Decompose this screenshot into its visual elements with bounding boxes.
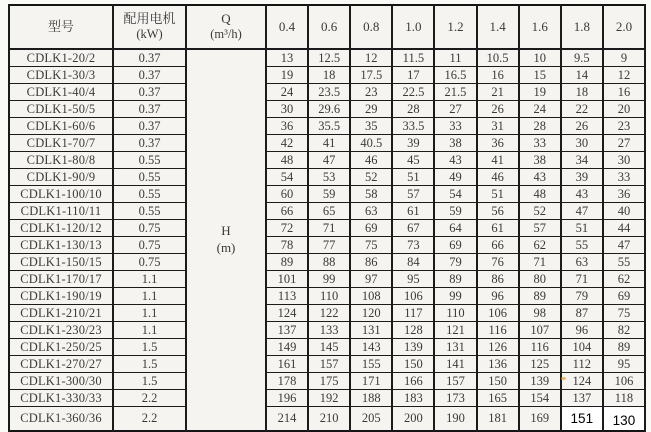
col-header-flow-value: 0.6 — [308, 5, 350, 49]
head-value-cell: 31 — [477, 118, 519, 135]
head-value-cell: 33 — [434, 118, 476, 135]
kw-cell: 1.1 — [113, 322, 186, 339]
head-value-cell: 166 — [392, 373, 434, 390]
head-value-cell: 23 — [350, 84, 392, 101]
head-value-cell: 137 — [561, 390, 603, 407]
table-body — [9, 49, 645, 431]
kw-cell: 0.75 — [113, 237, 186, 254]
head-value-cell: 79 — [434, 254, 476, 271]
table-row — [9, 203, 645, 220]
head-value-cell: 28 — [392, 101, 434, 118]
head-value-cell: 113 — [266, 288, 308, 305]
kw-cell: 1.1 — [113, 288, 186, 305]
table-row — [9, 407, 645, 432]
head-value-cell: 39 — [561, 169, 603, 186]
head-value-cell: 14 — [561, 67, 603, 84]
table-row — [9, 305, 645, 322]
head-value-cell: 67 — [392, 220, 434, 237]
head-value-cell: 89 — [603, 339, 645, 356]
head-value-cell: 42 — [266, 135, 308, 152]
head-value-cell: 48 — [519, 186, 561, 203]
head-value-cell: 89 — [266, 254, 308, 271]
head-value-cell: 120 — [350, 305, 392, 322]
head-value-cell: 43 — [519, 169, 561, 186]
head-value-cell: 47 — [308, 152, 350, 169]
head-value-cell: 125 — [519, 356, 561, 373]
head-value-cell: 27 — [434, 101, 476, 118]
model-cell: CDLK1-90/9 — [9, 169, 113, 186]
head-value-cell: 106 — [477, 305, 519, 322]
head-value-cell: 139 — [392, 339, 434, 356]
head-value-cell: 61 — [392, 203, 434, 220]
pump-spec-table — [8, 4, 646, 432]
head-value-cell: 136 — [477, 356, 519, 373]
head-value-cell: 63 — [561, 254, 603, 271]
kw-cell: 0.55 — [113, 186, 186, 203]
head-value-cell: 116 — [477, 322, 519, 339]
head-value-cell: 107 — [519, 322, 561, 339]
model-cell: CDLK1-50/5 — [9, 101, 113, 118]
head-value-cell: 84 — [392, 254, 434, 271]
model-cell: CDLK1-230/23 — [9, 322, 113, 339]
head-value-cell: 43 — [561, 186, 603, 203]
head-value-cell: 36 — [603, 186, 645, 203]
table-row — [9, 152, 645, 169]
table-row — [9, 220, 645, 237]
head-value-cell: 62 — [519, 237, 561, 254]
kw-cell: 0.55 — [113, 169, 186, 186]
head-value-cell: 200 — [392, 407, 434, 432]
kw-cell: 0.37 — [113, 84, 186, 101]
head-value-cell: 154 — [519, 390, 561, 407]
kw-cell: 1.1 — [113, 305, 186, 322]
col-header-flow — [186, 5, 266, 49]
head-value-cell: 23.5 — [308, 84, 350, 101]
head-value-cell: 87 — [561, 305, 603, 322]
head-value-cell: 149 — [266, 339, 308, 356]
head-value-cell: 157 — [434, 373, 476, 390]
head-value-cell: 10 — [519, 49, 561, 67]
head-value-cell: 69 — [350, 220, 392, 237]
head-value-cell: 96 — [477, 288, 519, 305]
head-value-cell: 30 — [603, 152, 645, 169]
head-value-cell: 150 — [392, 356, 434, 373]
head-value-cell: 51 — [392, 169, 434, 186]
head-value-cell: 190 — [434, 407, 476, 432]
table-row — [9, 322, 645, 339]
table-row — [9, 339, 645, 356]
head-value-cell: 131 — [434, 339, 476, 356]
head-value-cell: 11.5 — [392, 49, 434, 67]
head-value-cell: 55 — [603, 254, 645, 271]
head-value-cell: 188 — [350, 390, 392, 407]
head-value-cell: 89 — [519, 288, 561, 305]
col-header-flow-value: 0.8 — [350, 5, 392, 49]
kw-cell: 1.1 — [113, 271, 186, 288]
head-value-cell: 57 — [519, 220, 561, 237]
head-value-cell: 59 — [308, 186, 350, 203]
head-value-cell: 181 — [477, 407, 519, 432]
model-cell: CDLK1-110/11 — [9, 203, 113, 220]
head-value-cell: 35 — [350, 118, 392, 135]
head-value-cell: 29.6 — [308, 101, 350, 118]
head-value-cell: 19 — [519, 84, 561, 101]
kw-cell: 1.5 — [113, 339, 186, 356]
head-value-cell: 139 — [519, 373, 561, 390]
head-value-cell: 56 — [477, 203, 519, 220]
head-value-cell: 66 — [477, 237, 519, 254]
head-value-cell: 75 — [350, 237, 392, 254]
head-value-cell: 78 — [266, 237, 308, 254]
col-header-motor-line1: 配用电机 — [123, 11, 176, 27]
kw-cell: 0.37 — [113, 49, 186, 67]
head-value-cell: 69 — [434, 237, 476, 254]
head-value-cell: 71 — [308, 220, 350, 237]
head-value-cell: 40 — [603, 203, 645, 220]
head-value-cell: 34 — [561, 152, 603, 169]
head-value-cell: 79 — [561, 288, 603, 305]
col-header-flow-value: 0.4 — [266, 5, 308, 49]
table-row — [9, 84, 645, 101]
head-value-cell: 80 — [519, 271, 561, 288]
head-value-cell: 23 — [603, 118, 645, 135]
head-value-cell: 22.5 — [392, 84, 434, 101]
head-value-cell: 27 — [603, 135, 645, 152]
model-cell: CDLK1-100/10 — [9, 186, 113, 203]
head-value-cell: 35.5 — [308, 118, 350, 135]
head-value-cell: 19 — [266, 67, 308, 84]
head-value-cell: 43 — [434, 152, 476, 169]
kw-cell: 0.75 — [113, 254, 186, 271]
head-value-cell: 24 — [266, 84, 308, 101]
table-header — [9, 5, 645, 49]
model-cell: CDLK1-30/3 — [9, 67, 113, 84]
head-value-cell: 86 — [477, 271, 519, 288]
scan-artifact — [561, 377, 566, 380]
head-value-cell: 52 — [519, 203, 561, 220]
head-value-cell: 30 — [266, 101, 308, 118]
head-value-cell: 53 — [308, 169, 350, 186]
head-value-cell: 11 — [434, 49, 476, 67]
head-value-cell: 15 — [519, 67, 561, 84]
kw-cell: 0.37 — [113, 135, 186, 152]
head-value-cell: 38 — [434, 135, 476, 152]
head-value-cell: 28 — [519, 118, 561, 135]
head-value-cell: 33.5 — [392, 118, 434, 135]
head-value-cell: 130 — [603, 407, 645, 432]
head-value-cell: 26 — [477, 101, 519, 118]
head-value-cell: 62 — [603, 271, 645, 288]
head-value-cell: 9 — [603, 49, 645, 67]
head-value-cell: 26 — [561, 118, 603, 135]
head-value-cell: 33 — [519, 135, 561, 152]
header-row — [9, 5, 645, 49]
head-value-cell: 99 — [434, 288, 476, 305]
head-value-cell: 21.5 — [434, 84, 476, 101]
col-header-flow-line2: (m³/h) — [210, 27, 242, 42]
head-value-cell: 95 — [603, 356, 645, 373]
head-value-cell: 128 — [392, 322, 434, 339]
table-row — [9, 101, 645, 118]
head-value-cell: 12 — [350, 49, 392, 67]
model-cell: CDLK1-190/19 — [9, 288, 113, 305]
head-value-cell: 18 — [561, 84, 603, 101]
head-value-cell: 124 — [561, 373, 603, 390]
head-value-cell: 40.5 — [350, 135, 392, 152]
head-value-cell: 173 — [434, 390, 476, 407]
head-value-cell: 165 — [477, 390, 519, 407]
head-value-cell: 20 — [603, 101, 645, 118]
col-header-flow-value: 1.2 — [434, 5, 476, 49]
head-value-cell: 48 — [266, 152, 308, 169]
kw-cell: 2.2 — [113, 390, 186, 407]
head-value-cell: 151 — [561, 407, 603, 432]
model-cell: CDLK1-120/12 — [9, 220, 113, 237]
head-value-cell: 137 — [266, 322, 308, 339]
head-value-cell: 61 — [477, 220, 519, 237]
kw-cell: 0.37 — [113, 118, 186, 135]
table-row — [9, 135, 645, 152]
head-value-cell: 96 — [561, 322, 603, 339]
head-unit-cell — [186, 49, 266, 431]
model-cell: CDLK1-70/7 — [9, 135, 113, 152]
head-value-cell: 122 — [308, 305, 350, 322]
head-value-cell: 49 — [434, 169, 476, 186]
head-value-cell: 36 — [266, 118, 308, 135]
table-row — [9, 49, 645, 67]
head-value-cell: 16.5 — [434, 67, 476, 84]
head-unit-line1: H — [221, 223, 231, 239]
head-value-cell: 12 — [603, 67, 645, 84]
head-value-cell: 157 — [308, 356, 350, 373]
model-cell: CDLK1-250/25 — [9, 339, 113, 356]
head-value-cell: 24 — [519, 101, 561, 118]
head-unit-line2: (m) — [216, 240, 236, 255]
head-value-cell: 99 — [308, 271, 350, 288]
head-value-cell: 54 — [266, 169, 308, 186]
head-value-cell: 108 — [350, 288, 392, 305]
head-value-cell: 47 — [561, 203, 603, 220]
model-cell: CDLK1-20/2 — [9, 49, 113, 67]
head-value-cell: 110 — [434, 305, 476, 322]
head-value-cell: 150 — [477, 373, 519, 390]
head-value-cell: 196 — [266, 390, 308, 407]
col-header-flow-value: 1.4 — [477, 5, 519, 49]
head-value-cell: 192 — [308, 390, 350, 407]
head-value-cell: 210 — [308, 407, 350, 432]
head-value-cell: 155 — [350, 356, 392, 373]
model-cell: CDLK1-80/8 — [9, 152, 113, 169]
head-value-cell: 46 — [477, 169, 519, 186]
model-cell: CDLK1-270/27 — [9, 356, 113, 373]
table-row — [9, 169, 645, 186]
head-value-cell: 141 — [434, 356, 476, 373]
head-value-cell: 97 — [350, 271, 392, 288]
head-value-cell: 205 — [350, 407, 392, 432]
model-cell: CDLK1-150/15 — [9, 254, 113, 271]
head-value-cell: 116 — [519, 339, 561, 356]
head-value-cell: 89 — [434, 271, 476, 288]
head-value-cell: 88 — [308, 254, 350, 271]
table-row — [9, 390, 645, 407]
head-value-cell: 101 — [266, 271, 308, 288]
head-value-cell: 117 — [392, 305, 434, 322]
model-cell: CDLK1-360/36 — [9, 407, 113, 432]
model-cell: CDLK1-330/33 — [9, 390, 113, 407]
head-value-cell: 106 — [603, 373, 645, 390]
head-value-cell: 54 — [434, 186, 476, 203]
model-cell: CDLK1-40/4 — [9, 84, 113, 101]
head-value-cell: 51 — [561, 220, 603, 237]
head-value-cell: 46 — [350, 152, 392, 169]
head-value-cell: 33 — [603, 169, 645, 186]
table-row — [9, 373, 645, 390]
head-value-cell: 16 — [603, 84, 645, 101]
head-value-cell: 72 — [266, 220, 308, 237]
head-value-cell: 21 — [477, 84, 519, 101]
head-value-cell: 9.5 — [561, 49, 603, 67]
head-value-cell: 45 — [392, 152, 434, 169]
col-header-motor — [113, 5, 186, 49]
table-row — [9, 271, 645, 288]
head-value-cell: 77 — [308, 237, 350, 254]
head-value-cell: 16 — [477, 67, 519, 84]
head-value-cell: 60 — [266, 186, 308, 203]
head-value-cell: 17.5 — [350, 67, 392, 84]
head-value-cell: 29 — [350, 101, 392, 118]
head-value-cell: 13 — [266, 49, 308, 67]
head-value-cell: 118 — [603, 390, 645, 407]
head-value-cell: 98 — [519, 305, 561, 322]
head-value-cell: 51 — [477, 186, 519, 203]
head-value-cell: 10.5 — [477, 49, 519, 67]
head-value-cell: 133 — [308, 322, 350, 339]
head-value-cell: 121 — [434, 322, 476, 339]
head-value-cell: 38 — [519, 152, 561, 169]
head-value-cell: 63 — [350, 203, 392, 220]
head-value-cell: 52 — [350, 169, 392, 186]
col-header-motor-line2: (kW) — [136, 27, 163, 42]
head-value-cell: 55 — [561, 237, 603, 254]
head-value-cell: 169 — [519, 407, 561, 432]
head-value-cell: 183 — [392, 390, 434, 407]
table-row — [9, 67, 645, 84]
table-row — [9, 254, 645, 271]
head-value-cell: 82 — [603, 322, 645, 339]
head-value-cell: 131 — [350, 322, 392, 339]
head-value-cell: 66 — [266, 203, 308, 220]
kw-cell: 1.5 — [113, 356, 186, 373]
head-value-cell: 75 — [603, 305, 645, 322]
model-cell: CDLK1-210/21 — [9, 305, 113, 322]
head-value-cell: 22 — [561, 101, 603, 118]
head-value-cell: 104 — [561, 339, 603, 356]
head-value-cell: 145 — [308, 339, 350, 356]
table-row — [9, 118, 645, 135]
head-value-cell: 18 — [308, 67, 350, 84]
kw-cell: 0.37 — [113, 67, 186, 84]
head-value-cell: 59 — [434, 203, 476, 220]
head-value-cell: 124 — [266, 305, 308, 322]
head-value-cell: 47 — [603, 237, 645, 254]
table-row — [9, 288, 645, 305]
col-header-flow-value: 1.0 — [392, 5, 434, 49]
head-value-cell: 73 — [392, 237, 434, 254]
col-header-flow-value: 1.6 — [519, 5, 561, 49]
col-header-flow-value: 1.8 — [561, 5, 603, 49]
kw-cell: 1.5 — [113, 373, 186, 390]
table-row — [9, 237, 645, 254]
col-header-model: 型号 — [9, 5, 113, 49]
head-value-cell: 64 — [434, 220, 476, 237]
head-value-cell: 57 — [392, 186, 434, 203]
head-value-cell: 17 — [392, 67, 434, 84]
kw-cell: 0.55 — [113, 203, 186, 220]
head-value-cell: 41 — [308, 135, 350, 152]
model-cell: CDLK1-170/17 — [9, 271, 113, 288]
model-cell: CDLK1-130/13 — [9, 237, 113, 254]
head-value-cell: 30 — [561, 135, 603, 152]
col-header-flow-value: 2.0 — [603, 5, 645, 49]
head-value-cell: 143 — [350, 339, 392, 356]
head-value-cell: 39 — [392, 135, 434, 152]
head-value-cell: 86 — [350, 254, 392, 271]
head-value-cell: 171 — [350, 373, 392, 390]
head-value-cell: 106 — [392, 288, 434, 305]
table-row — [9, 356, 645, 373]
head-value-cell: 44 — [603, 220, 645, 237]
head-value-cell: 65 — [308, 203, 350, 220]
head-value-cell: 69 — [603, 288, 645, 305]
head-value-cell: 161 — [266, 356, 308, 373]
head-value-cell: 12.5 — [308, 49, 350, 67]
head-value-cell: 76 — [477, 254, 519, 271]
kw-cell: 0.55 — [113, 152, 186, 169]
head-value-cell: 36 — [477, 135, 519, 152]
model-cell: CDLK1-300/30 — [9, 373, 113, 390]
head-value-cell: 214 — [266, 407, 308, 432]
kw-cell: 0.37 — [113, 101, 186, 118]
head-value-cell: 126 — [477, 339, 519, 356]
kw-cell: 2.2 — [113, 407, 186, 432]
head-value-cell: 110 — [308, 288, 350, 305]
table-row — [9, 186, 645, 203]
head-value-cell: 175 — [308, 373, 350, 390]
head-value-cell: 112 — [561, 356, 603, 373]
col-header-flow-line1: Q — [221, 11, 231, 27]
head-value-cell: 71 — [561, 271, 603, 288]
head-value-cell: 41 — [477, 152, 519, 169]
head-value-cell: 58 — [350, 186, 392, 203]
head-value-cell: 95 — [392, 271, 434, 288]
head-value-cell: 71 — [519, 254, 561, 271]
kw-cell: 0.75 — [113, 220, 186, 237]
head-value-cell: 178 — [266, 373, 308, 390]
model-cell: CDLK1-60/6 — [9, 118, 113, 135]
